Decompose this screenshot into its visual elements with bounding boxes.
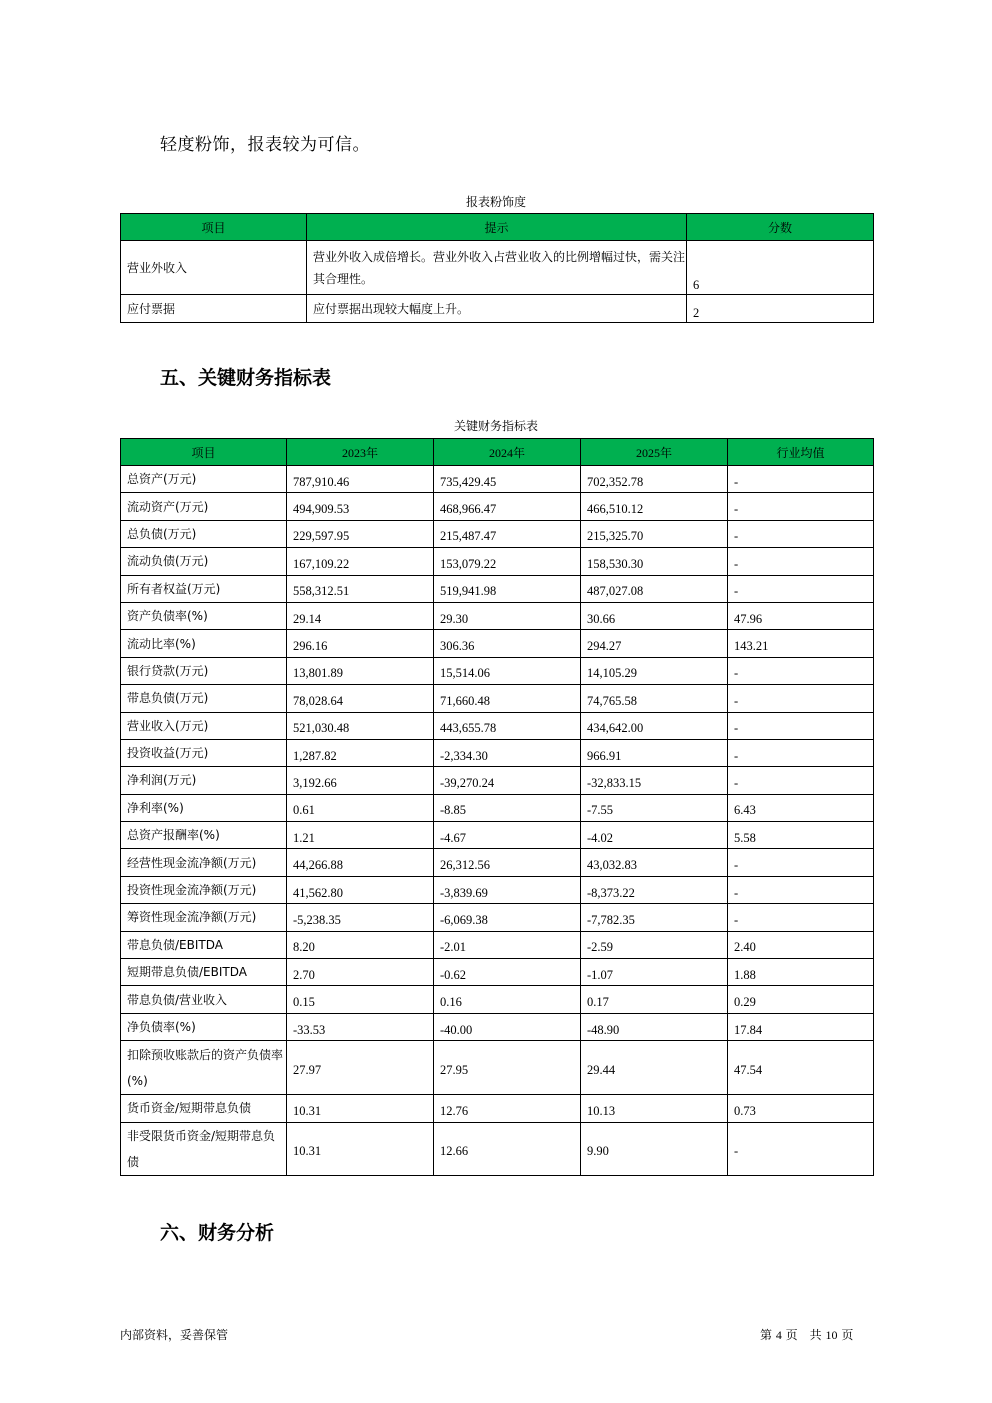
row-label: 总负债(万元) [121, 520, 287, 547]
section5-title: 五、关键财务指标表 [160, 367, 332, 389]
row-value: 12.66 [434, 1122, 581, 1175]
row-label: 总资产(万元) [121, 466, 287, 493]
row-value: - [728, 767, 874, 794]
row-value: 2.70 [287, 959, 434, 986]
table-row [121, 1041, 874, 1095]
col-header-industry-avg: 行业均值 [728, 439, 874, 466]
row-value: 143.21 [728, 630, 874, 657]
row-value: - [728, 493, 874, 520]
row-label: 总资产报酬率(%) [121, 822, 287, 849]
row-value: 468,966.47 [434, 493, 581, 520]
page-label-pre: 第 [760, 1328, 773, 1342]
row-value: -8.85 [434, 794, 581, 821]
row-value: 434,642.00 [581, 712, 728, 739]
table-row [121, 657, 874, 684]
row-label: 带息负债/EBITDA [121, 931, 287, 958]
whitewash-table [120, 213, 874, 323]
row-value: -4.67 [434, 822, 581, 849]
table-row [121, 712, 874, 739]
key-financial-indicators-table [120, 438, 874, 1176]
row-item: 应付票据 [121, 295, 307, 323]
row-label: 银行贷款(万元) [121, 657, 287, 684]
row-value: 296.16 [287, 630, 434, 657]
table-row [121, 685, 874, 712]
row-value: -3,839.69 [434, 876, 581, 903]
row-value: 71,660.48 [434, 685, 581, 712]
table-row [121, 630, 874, 657]
col-header-hint: 提示 [307, 214, 687, 241]
page-label-post: 页 [841, 1328, 854, 1342]
row-value: 1.21 [287, 822, 434, 849]
row-value: 215,487.47 [434, 520, 581, 547]
row-value: -1.07 [581, 959, 728, 986]
table-row [121, 1122, 874, 1175]
row-value: -4.02 [581, 822, 728, 849]
row-hint: 营业外收入成倍增长。营业外收入占营业收入的比例增幅过快，需关注其合理性。 [307, 241, 687, 295]
row-label: 净利率(%) [121, 794, 287, 821]
page-label-mid: 页 共 [785, 1328, 822, 1342]
col-header-item: 项目 [121, 439, 287, 466]
row-value: 735,429.45 [434, 466, 581, 493]
row-value: - [728, 849, 874, 876]
row-score: 6 [687, 241, 874, 295]
table-row [121, 767, 874, 794]
table-row [121, 904, 874, 931]
row-value: 294.27 [581, 630, 728, 657]
row-value: 5.58 [728, 822, 874, 849]
row-label: 非受限货币资金/短期带息负债 [121, 1122, 287, 1175]
row-value: - [728, 739, 874, 766]
row-value: 443,655.78 [434, 712, 581, 739]
table-row [121, 575, 874, 602]
table-row [121, 493, 874, 520]
row-value: 44,266.88 [287, 849, 434, 876]
row-value: 10.31 [287, 1122, 434, 1175]
row-value: 466,510.12 [581, 493, 728, 520]
row-label: 资产负债率(%) [121, 602, 287, 629]
row-value: -40.00 [434, 1013, 581, 1040]
row-value: 74,765.58 [581, 685, 728, 712]
row-value: 3,192.66 [287, 767, 434, 794]
table-row [121, 739, 874, 766]
row-value: 29.30 [434, 602, 581, 629]
table1-caption: 报表粉饰度 [465, 195, 526, 209]
row-value: 27.97 [287, 1041, 434, 1095]
row-value: 158,530.30 [581, 548, 728, 575]
col-header-2025: 2025年 [581, 439, 728, 466]
row-label: 流动资产(万元) [121, 493, 287, 520]
row-value: 229,597.95 [287, 520, 434, 547]
row-value: -33.53 [287, 1013, 434, 1040]
col-header-score: 分数 [687, 214, 874, 241]
row-item: 营业外收入 [121, 241, 307, 295]
row-value: 2.40 [728, 931, 874, 958]
row-value: -5,238.35 [287, 904, 434, 931]
row-value: 0.61 [287, 794, 434, 821]
row-value: 12.76 [434, 1095, 581, 1122]
col-header-2023: 2023年 [287, 439, 434, 466]
row-label: 带息负债(万元) [121, 685, 287, 712]
table-row [121, 1013, 874, 1040]
row-value: 13,801.89 [287, 657, 434, 684]
col-header-item: 项目 [121, 214, 307, 241]
footer-confidential-note: 内部资料，妥善保管 [120, 1328, 229, 1342]
row-value: 47.54 [728, 1041, 874, 1095]
row-value: 966.91 [581, 739, 728, 766]
table-row [121, 241, 874, 295]
row-value: -2,334.30 [434, 739, 581, 766]
row-value: - [728, 904, 874, 931]
row-value: 153,079.22 [434, 548, 581, 575]
row-value: 519,941.98 [434, 575, 581, 602]
page-current: 4 [775, 1328, 782, 1342]
row-value: 9.90 [581, 1122, 728, 1175]
row-value: -39,270.24 [434, 767, 581, 794]
row-value: 215,325.70 [581, 520, 728, 547]
row-value: 167,109.22 [287, 548, 434, 575]
row-value: 0.29 [728, 986, 874, 1013]
row-value: - [728, 548, 874, 575]
table-row [121, 822, 874, 849]
row-value: 0.17 [581, 986, 728, 1013]
row-label: 投资性现金流净额(万元) [121, 876, 287, 903]
table-row [121, 876, 874, 903]
table-row [121, 520, 874, 547]
row-label: 带息负债/营业收入 [121, 986, 287, 1013]
row-label: 净负债率(%) [121, 1013, 287, 1040]
row-value: -32,833.15 [581, 767, 728, 794]
row-value: 1,287.82 [287, 739, 434, 766]
row-value: 26,312.56 [434, 849, 581, 876]
row-value: 6.43 [728, 794, 874, 821]
row-value: 8.20 [287, 931, 434, 958]
row-value: - [728, 685, 874, 712]
section6-title: 六、财务分析 [160, 1222, 275, 1244]
row-value: 0.15 [287, 986, 434, 1013]
row-value: 78,028.64 [287, 685, 434, 712]
row-value: - [728, 712, 874, 739]
row-value: - [728, 876, 874, 903]
row-value: 29.14 [287, 602, 434, 629]
row-value: 41,562.80 [287, 876, 434, 903]
row-value: 10.31 [287, 1095, 434, 1122]
row-value: - [728, 575, 874, 602]
row-label: 投资收益(万元) [121, 739, 287, 766]
row-value: -7.55 [581, 794, 728, 821]
row-value: 47.96 [728, 602, 874, 629]
row-value: -0.62 [434, 959, 581, 986]
row-label: 净利润(万元) [121, 767, 287, 794]
row-label: 货币资金/短期带息负债 [121, 1095, 287, 1122]
row-value: 14,105.29 [581, 657, 728, 684]
row-label: 筹资性现金流净额(万元) [121, 904, 287, 931]
table-row [121, 986, 874, 1013]
row-value: 10.13 [581, 1095, 728, 1122]
table-row [121, 959, 874, 986]
intro-text: 轻度粉饰，报表较为可信。 [160, 135, 370, 155]
row-value: -48.90 [581, 1013, 728, 1040]
row-value: - [728, 657, 874, 684]
table-header-row [121, 439, 874, 466]
row-value: 27.95 [434, 1041, 581, 1095]
row-value: -8,373.22 [581, 876, 728, 903]
row-hint: 应付票据出现较大幅度上升。 [307, 295, 687, 323]
row-value: -2.59 [581, 931, 728, 958]
table-row [121, 1095, 874, 1122]
row-label: 流动比率(%) [121, 630, 287, 657]
table-row [121, 466, 874, 493]
row-value: 487,027.08 [581, 575, 728, 602]
row-value: -2.01 [434, 931, 581, 958]
table-header-row [121, 214, 874, 241]
row-label: 扣除预收账款后的资产负债率(%) [121, 1041, 287, 1095]
col-header-2024: 2024年 [434, 439, 581, 466]
table2-caption: 关键财务指标表 [453, 419, 538, 433]
table-row [121, 931, 874, 958]
table-row [121, 794, 874, 821]
row-value: 43,032.83 [581, 849, 728, 876]
row-label: 经营性现金流净额(万元) [121, 849, 287, 876]
table-row [121, 548, 874, 575]
row-value: 30.66 [581, 602, 728, 629]
row-label: 流动负债(万元) [121, 548, 287, 575]
row-value: 0.73 [728, 1095, 874, 1122]
row-value: - [728, 520, 874, 547]
row-value: - [728, 1122, 874, 1175]
row-label: 营业收入(万元) [121, 712, 287, 739]
row-value: 521,030.48 [287, 712, 434, 739]
footer-page-number [760, 1326, 853, 1343]
row-value: 494,909.53 [287, 493, 434, 520]
row-value: 702,352.78 [581, 466, 728, 493]
row-value: - [728, 466, 874, 493]
row-value: -6,069.38 [434, 904, 581, 931]
row-value: 1.88 [728, 959, 874, 986]
row-label: 所有者权益(万元) [121, 575, 287, 602]
table-row [121, 849, 874, 876]
table-row [121, 602, 874, 629]
row-value: 558,312.51 [287, 575, 434, 602]
row-value: 17.84 [728, 1013, 874, 1040]
row-label: 短期带息负债/EBITDA [121, 959, 287, 986]
page-total: 10 [825, 1328, 838, 1342]
row-value: 787,910.46 [287, 466, 434, 493]
row-value: -7,782.35 [581, 904, 728, 931]
table-row [121, 295, 874, 323]
row-score: 2 [687, 295, 874, 323]
row-value: 15,514.06 [434, 657, 581, 684]
row-value: 306.36 [434, 630, 581, 657]
row-value: 0.16 [434, 986, 581, 1013]
row-value: 29.44 [581, 1041, 728, 1095]
